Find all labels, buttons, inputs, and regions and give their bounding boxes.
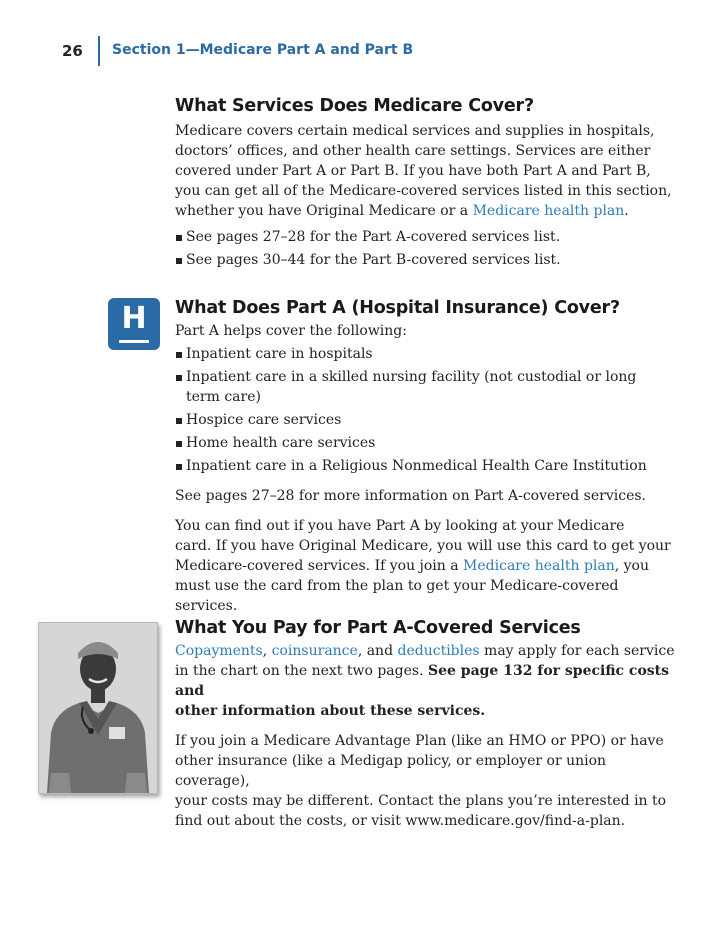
punctuation: . [624, 203, 629, 219]
para-line: , you [614, 558, 650, 574]
para-line: If you join a Medicare Advantage Plan (like an HMO or PPO) or have [175, 733, 664, 749]
medicare-card-paragraph [175, 516, 675, 616]
list-item: Hospice care services [175, 410, 675, 430]
medicare-health-plan-link[interactable]: Medicare health plan [463, 558, 615, 574]
para-line: may apply for each service [479, 643, 675, 659]
heading-part-a: What Does Part A (Hospital Insurance) Cover? [175, 298, 620, 318]
header-divider [98, 36, 100, 66]
other-insurance-paragraph [175, 731, 675, 831]
para-line: must use the card from the plan to get your Medicare-covered services. [175, 578, 619, 614]
para-line: doctors’ offices, and other health care settings. Services are either [175, 143, 651, 159]
para-line: whether you have Original Medicare or a [175, 203, 473, 219]
deductibles-link[interactable]: deductibles [397, 643, 480, 659]
para-line: in the chart on the next two pages. [175, 663, 428, 679]
coinsurance-link[interactable]: coinsurance [271, 643, 358, 659]
section-part-a [175, 296, 675, 616]
list-item: Inpatient care in a skilled nursing facility (not custodial or long term care) [175, 367, 675, 407]
page-number: 26 [62, 42, 83, 60]
bold-text: other information about these services. [175, 703, 486, 719]
heading-services: What Services Does Medicare Cover? [175, 96, 534, 116]
costs-paragraph [175, 641, 675, 721]
heading-part-a-costs: What You Pay for Part A-Covered Services [175, 618, 581, 638]
list-item: Inpatient care in hospitals [175, 344, 675, 364]
list-item: Home health care services [175, 433, 675, 453]
part-a-intro: Part A helps cover the following: [175, 323, 407, 339]
hospital-icon-underline [119, 340, 149, 343]
copayments-link[interactable]: Copayments [175, 643, 263, 659]
nurse-photo-icon [39, 623, 157, 793]
separator: , and [357, 643, 398, 659]
list-item: See pages 30–44 for the Part B-covered services list. [175, 250, 675, 270]
para-line: card. If you have Original Medicare, you will use this card to get your [175, 538, 671, 554]
para-line: Medicare covers certain medical services and supplies in hospitals, [175, 123, 655, 139]
para-line: Medicare-covered services. If you join a [175, 558, 464, 574]
para-line: other insurance (like a Medigap policy, or employer or union coverage), [175, 753, 607, 789]
page-header [0, 36, 728, 66]
hospital-icon-letter: H [121, 301, 147, 336]
para-line: You can find out if you have Part A by looking at your Medicare [175, 518, 625, 534]
para-line: find out about the costs, or visit www.medicare.gov/find-a-plan. [175, 813, 626, 829]
services-paragraph [175, 121, 675, 221]
list-item: See pages 27–28 for the Part A-covered services list. [175, 227, 675, 247]
para-line: covered under Part A or Part B. If you have both Part A and Part B, [175, 163, 651, 179]
part-a-bullets [175, 344, 675, 476]
section-part-a-costs [175, 616, 675, 831]
para-line: your costs may be different. Contact the plans you’re interested in to [175, 793, 667, 809]
section-services [175, 94, 675, 270]
services-bullets [175, 227, 675, 270]
section-title: Section 1—Medicare Part A and Part B [112, 42, 414, 58]
nurse-photo [38, 622, 158, 794]
list-item: Inpatient care in a Religious Nonmedical Health Care Institution [175, 456, 675, 476]
see-pages-text: See pages 27–28 for more information on Part A-covered services. [175, 488, 646, 504]
bold-text: See page 132 for specific costs and [175, 663, 670, 699]
hospital-icon [108, 298, 160, 350]
para-line: you can get all of the Medicare-covered services listed in this section, [175, 183, 672, 199]
separator: , [262, 643, 272, 659]
medicare-health-plan-link[interactable]: Medicare health plan [472, 203, 625, 219]
